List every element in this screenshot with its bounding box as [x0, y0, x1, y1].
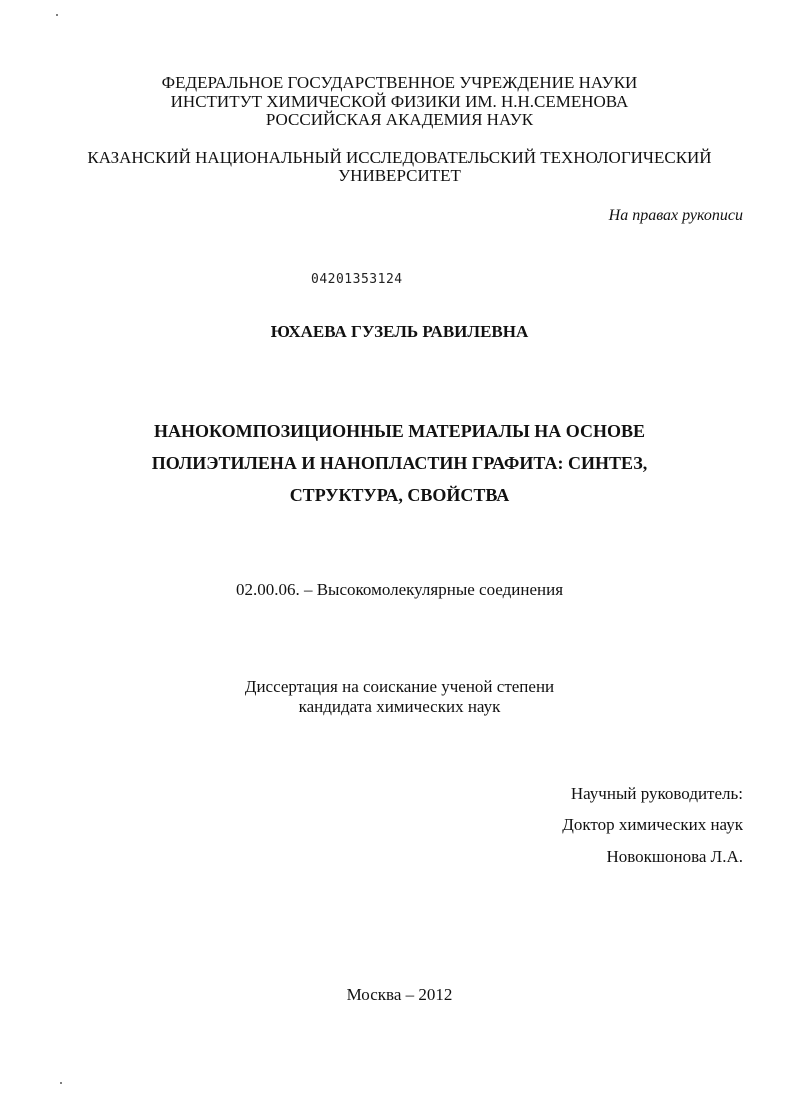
org-line-1: ФЕДЕРАЛЬНОЕ ГОСУДАРСТВЕННОЕ УЧРЕЖДЕНИЕ НАУКИ [161, 73, 638, 92]
footer-city-year: Москва – 2012 [346, 985, 453, 1004]
university-line-2: УНИВЕРСИТЕТ [338, 166, 461, 185]
title-line-3: СТРУКТУРА, СВОЙСТВА [289, 485, 510, 505]
supervisor-label: Научный руководитель: [570, 784, 743, 803]
title-line-1: НАНОКОМПОЗИЦИОННЫЕ МАТЕРИАЛЫ НА ОСНОВЕ [153, 421, 646, 441]
supervisor-degree: Доктор химических наук [562, 815, 743, 834]
degree-line-1: Диссертация на соискание ученой степени [244, 677, 555, 696]
org-line-3: РОССИЙСКАЯ АКАДЕМИЯ НАУК [265, 110, 534, 129]
author-name: ЮХАЕВА ГУЗЕЛЬ РАВИЛЕВНА [270, 322, 529, 341]
scan-speck [56, 14, 58, 16]
scan-speck [60, 1082, 62, 1084]
specialty: 02.00.06. – Высокомолекулярные соединения [235, 580, 564, 599]
title-line-2: ПОЛИЭТИЛЕНА И НАНОПЛАСТИН ГРАФИТА: СИНТЕЗ, [151, 453, 648, 473]
stamp-number: 04201353124 [311, 272, 403, 287]
supervisor-name: Новокшонова Л.А. [606, 847, 743, 866]
degree-line-2: кандидата химических наук [298, 697, 501, 716]
org-line-2: ИНСТИТУТ ХИМИЧЕСКОЙ ФИЗИКИ ИМ. Н.Н.СЕМЕНОВА [170, 92, 629, 111]
university-line-1: КАЗАНСКИЙ НАЦИОНАЛЬНЫЙ ИССЛЕДОВАТЕЛЬСКИЙ ТЕХНОЛОГИЧЕСКИЙ [87, 148, 712, 167]
manuscript-note: На правах рукописи [608, 207, 743, 224]
